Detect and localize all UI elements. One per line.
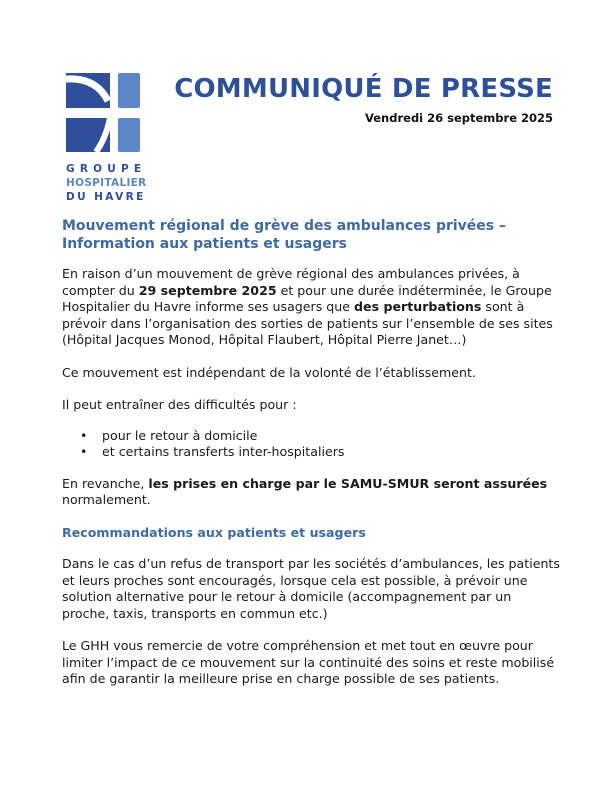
logo-text xyxy=(66,162,146,204)
press-date: Vendredi 26 septembre 2025 xyxy=(364,111,553,125)
logo xyxy=(66,73,146,208)
bold-samu: les prises en charge par le SAMU-SMUR seront assurées xyxy=(148,475,548,491)
paragraph-difficulties: Il peut entraîner des difficultés pour : xyxy=(62,397,297,412)
bold-date: 29 septembre 2025 xyxy=(138,282,277,298)
list-item: • et certains transferts inter-hospitaliers xyxy=(102,444,562,461)
paragraph-intro xyxy=(62,266,562,349)
text: En raison d’un mouvement de grève régional des ambulances privées, à compter du xyxy=(62,266,520,298)
text: et pour une durée indéterminée, le Groupe Hospitalier du Havre informe ses usagers que xyxy=(62,282,552,314)
subheading-recommendations: Recommandations aux patients et usagers xyxy=(62,524,366,540)
text: sont à prévoir dans l’organisation des sorties de patients sur l’ensemble de ses sites (Hôpital Jacques Monod, Hôpital Flaubert, Hôpital Pierre Janet…) xyxy=(62,299,553,347)
text: normalement. xyxy=(62,492,151,507)
paragraph-closing: Le GHH vous remercie de votre compréhension et met tout en œuvre pour limiter l’impact de ce mouvement sur la continuité des soins et reste mobilisé afin de garantir la meilleure prise en charge possible de ses patients. xyxy=(62,638,555,686)
main-heading: Mouvement régional de grève des ambulances privées – Information aux patients et usagers xyxy=(62,218,506,252)
logo-line-groupe: GROUPE xyxy=(66,163,147,175)
press-release-body xyxy=(62,217,562,704)
text: En revanche, xyxy=(62,475,149,491)
page-title: COMMUNIQUÉ DE PRESSE xyxy=(174,74,553,104)
paragraph-samu xyxy=(62,476,562,509)
list-item: • pour le retour à domicile xyxy=(102,428,562,445)
difficulties-list xyxy=(62,428,562,461)
bold-perturbations: des perturbations xyxy=(354,299,482,314)
paragraph-recommendation: Dans le cas d’un refus de transport par les sociétés d’ambulances, les patients et leurs proches sont encouragés, lorsque cela est possible, à prévoir une solution alternative pour le retour à domicile (accompagnement par un proche, taxis, transports en commun etc.) xyxy=(62,556,560,621)
logo-line-du-havre: DU HAVRE xyxy=(66,191,146,203)
paragraph-independence: Ce mouvement est indépendant de la volonté de l’établissement. xyxy=(62,364,476,380)
logo-swoosh-icon xyxy=(66,73,146,153)
logo-line-hospitalier: HOSPITALIER xyxy=(66,177,147,189)
